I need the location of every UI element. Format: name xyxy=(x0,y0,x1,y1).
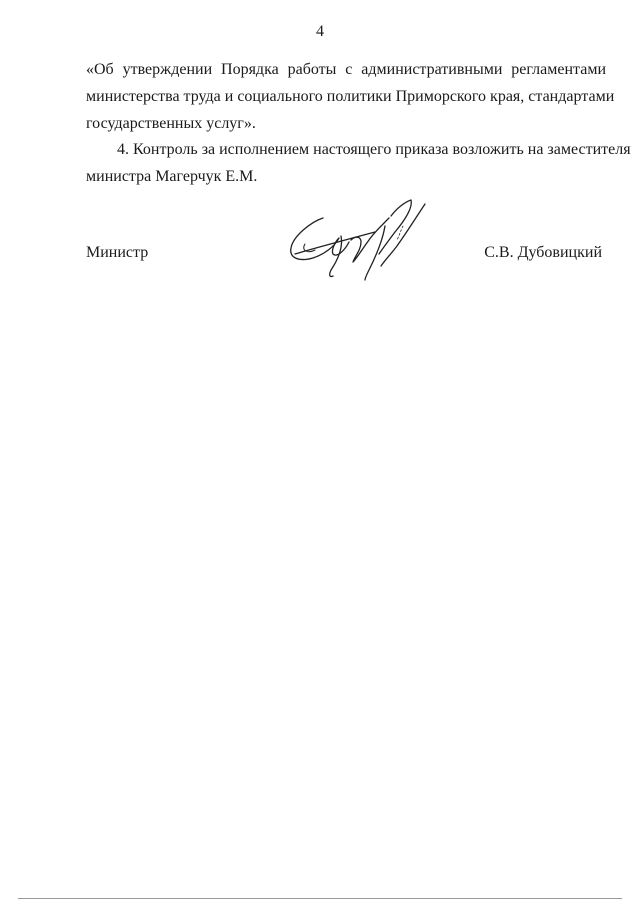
handwritten-signature xyxy=(285,196,445,286)
paragraph-continuation xyxy=(86,56,615,137)
paragraph-4 xyxy=(86,136,631,190)
paragraph-line: министра Магерчук Е.М. xyxy=(86,168,258,185)
signatory-name: С.В. Дубовицкий xyxy=(484,244,602,261)
paragraph-line: «Об утверждении Порядка работы с административными регламентами xyxy=(86,61,606,78)
signature-stroke xyxy=(379,200,411,254)
paragraph-line: 4. Контроль за исполнением настоящего приказа возложить на заместителя xyxy=(117,141,631,158)
paragraph-line: министерства труда и социального политики Приморского края, стандартами xyxy=(86,88,615,105)
bottom-rule xyxy=(18,898,622,899)
page-number: 4 xyxy=(316,23,324,40)
paragraph-line: государственных услуг». xyxy=(86,115,256,132)
signature-stroke xyxy=(295,232,375,254)
signature-stroke xyxy=(381,204,425,266)
signatory-position: Министр xyxy=(86,244,149,261)
signature-stroke xyxy=(351,218,389,262)
